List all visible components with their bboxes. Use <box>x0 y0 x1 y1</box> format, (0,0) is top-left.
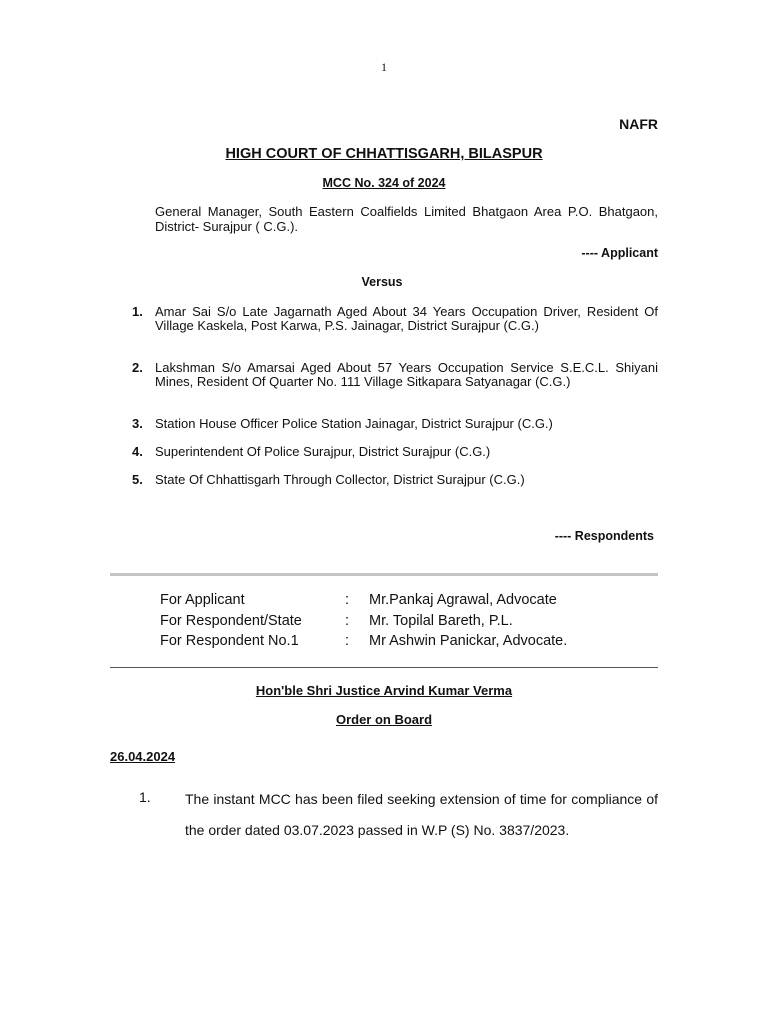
respondent-item <box>132 473 658 487</box>
order-date: 26.04.2024 <box>110 749 176 764</box>
respondent-number: 2. <box>132 360 143 375</box>
counsel-name: Mr. Topilal Bareth, P.L. <box>369 613 513 629</box>
respondents-label: ---- Respondents <box>554 529 654 543</box>
respondent-text: Station House Officer Police Station Jainagar, District Surajpur (C.G.) <box>155 416 553 431</box>
divider <box>110 667 658 668</box>
paragraph-number: 1. <box>139 789 151 805</box>
divider <box>110 573 658 576</box>
applicant-details: General Manager, South Eastern Coalfields Limited Bhatgaon Area P.O. Bhatgaon, District- Surajpur ( C.G.). <box>155 204 658 234</box>
applicant-label: ---- Applicant <box>581 246 658 260</box>
paragraph-text: The instant MCC has been filed seeking extension of time for compliance of the order dated 03.07.2023 passed in W.P (S) No. 3837/2023. <box>185 791 658 838</box>
respondent-item <box>132 305 658 333</box>
counsel-role: For Applicant <box>160 592 245 608</box>
respondent-number: 1. <box>132 304 143 319</box>
respondent-item <box>132 445 658 459</box>
judge-name: Hon'ble Shri Justice Arvind Kumar Verma <box>255 683 513 698</box>
order-title: Order on Board <box>335 712 433 727</box>
counsel-name: Mr Ashwin Panickar, Advocate. <box>369 633 568 649</box>
counsel-row <box>160 613 658 633</box>
versus-label: Versus <box>361 275 403 289</box>
respondent-number: 3. <box>132 416 143 431</box>
counsel-colon: : <box>345 592 350 608</box>
respondent-item <box>132 417 658 431</box>
page-number: 1 <box>381 60 387 74</box>
counsel-row <box>160 592 658 612</box>
respondent-item <box>132 361 658 389</box>
counsel-role: For Respondent No.1 <box>160 633 299 649</box>
respondent-text: State Of Chhattisgarh Through Collector, District Surajpur (C.G.) <box>155 472 525 487</box>
counsel-colon: : <box>345 633 350 649</box>
case-number: MCC No. 324 of 2024 <box>322 176 446 190</box>
counsel-row <box>160 633 658 653</box>
court-title: HIGH COURT OF CHHATTISGARH, BILASPUR <box>225 146 543 162</box>
counsel-role: For Respondent/State <box>160 613 302 629</box>
respondent-text: Lakshman S/o Amarsai Aged About 57 Years Occupation Service S.E.C.L. Shiyani Mines, Resident Of Quarter No. 111 Village Sitkapara Satyanagar (C.G.) <box>155 360 658 389</box>
respondent-text: Superintendent Of Police Surajpur, District Surajpur (C.G.) <box>155 444 491 459</box>
counsel-name: Mr.Pankaj Agrawal, Advocate <box>369 592 557 608</box>
respondent-number: 5. <box>132 472 143 487</box>
respondent-number: 4. <box>132 444 143 459</box>
counsel-colon: : <box>345 613 350 629</box>
classification-label: NAFR <box>619 116 658 132</box>
respondent-text: Amar Sai S/o Late Jagarnath Aged About 34 Years Occupation Driver, Resident Of Village Kaskela, Post Karwa, P.S. Jainagar, District Surajpur (C.G.) <box>155 304 658 333</box>
